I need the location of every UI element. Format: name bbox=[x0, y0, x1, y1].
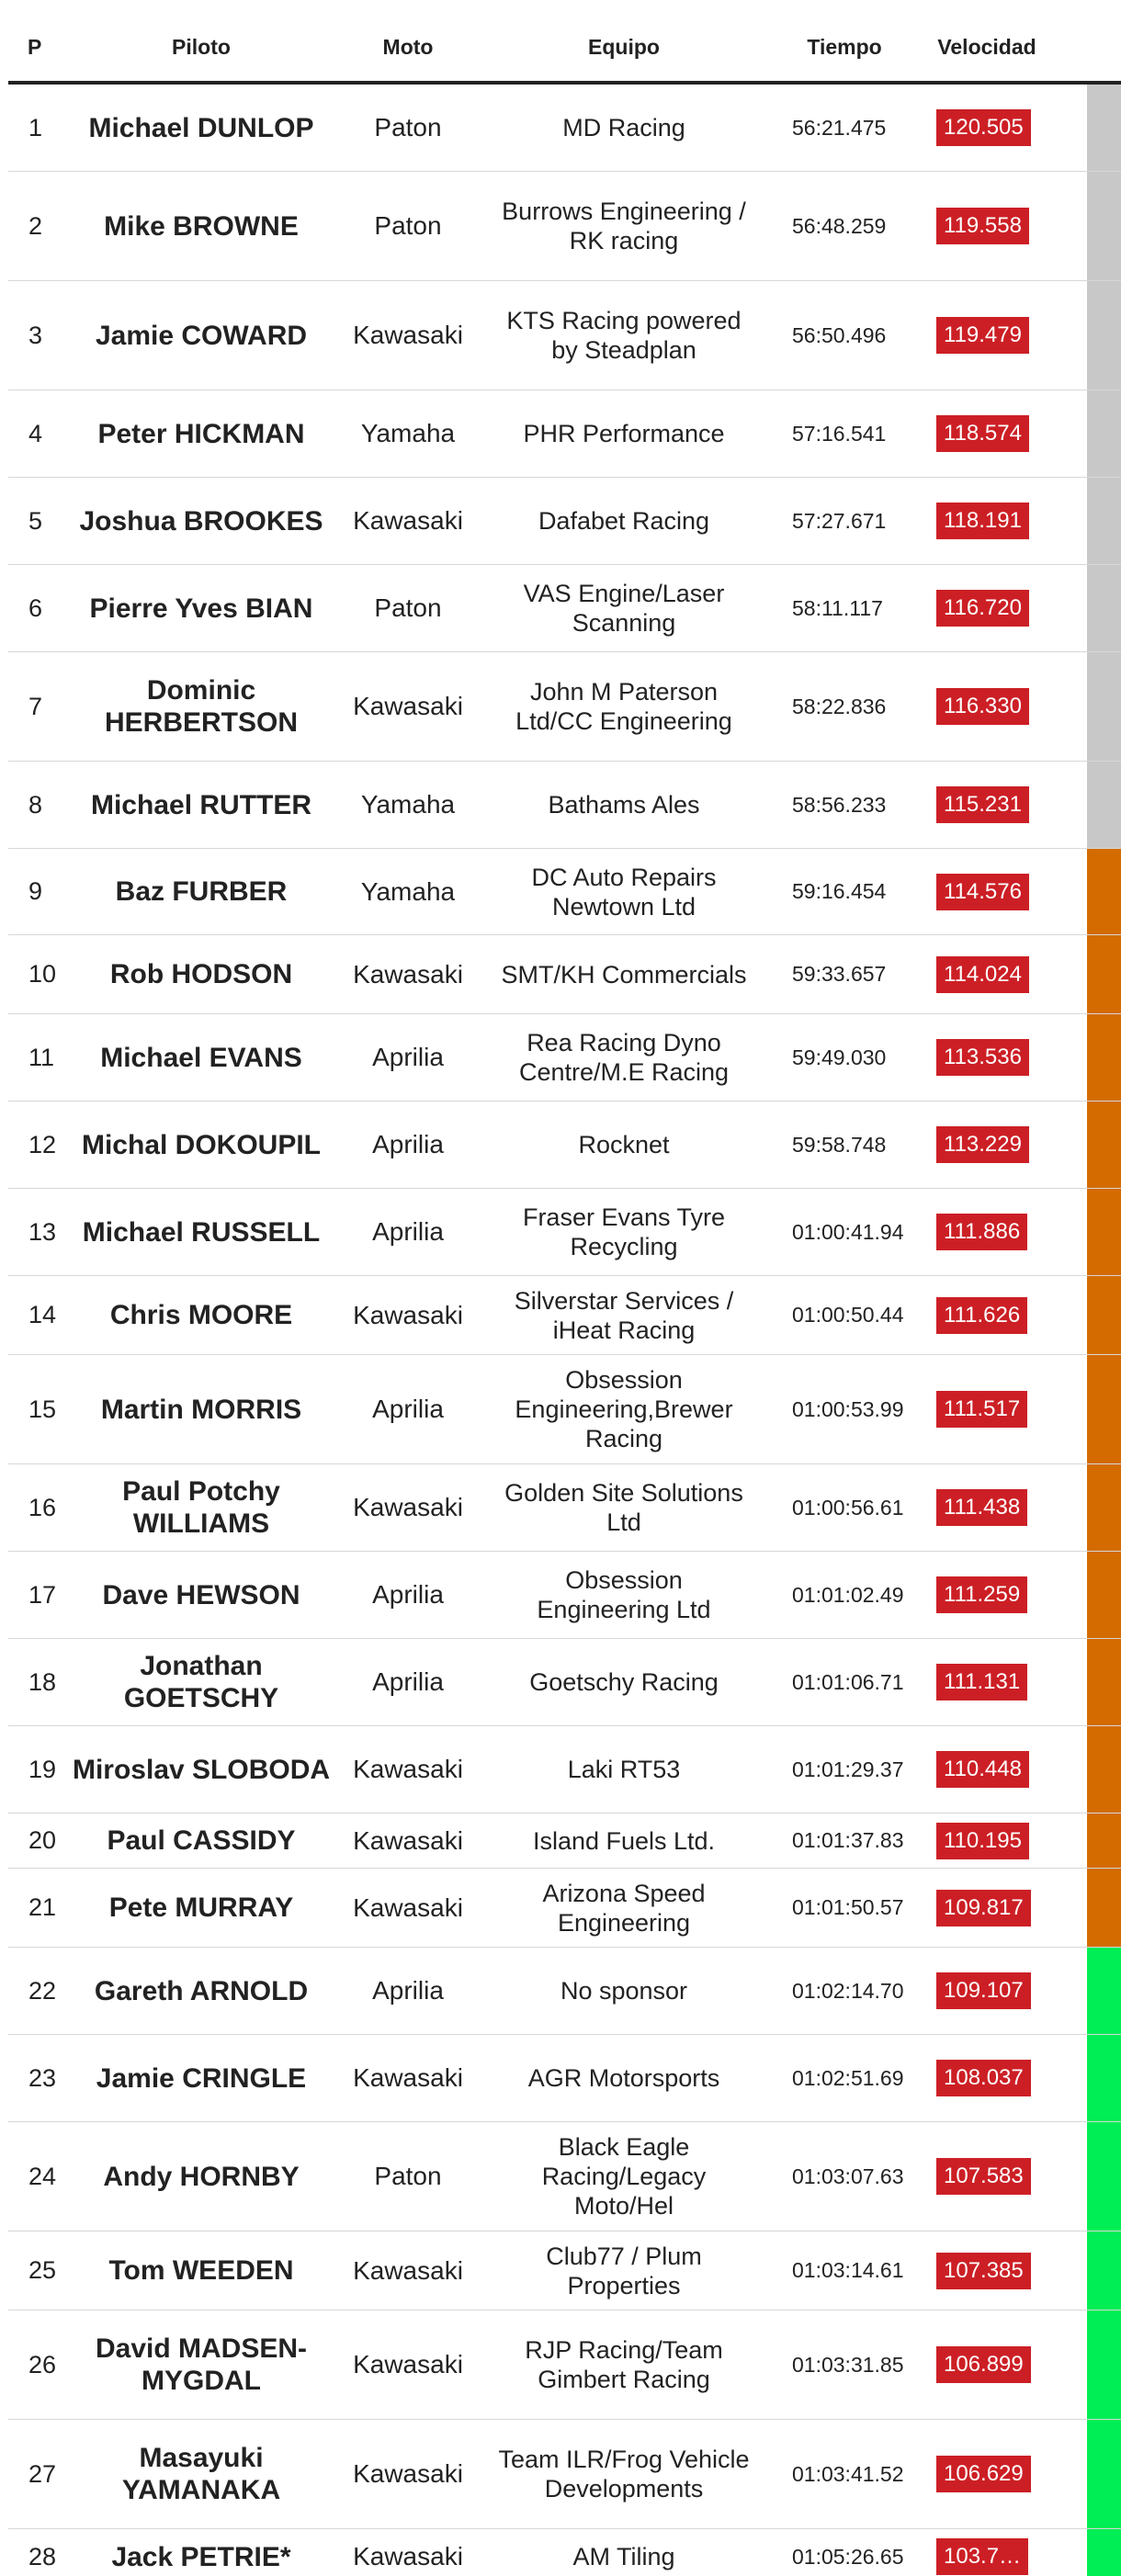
bike-make: Aprilia bbox=[372, 1130, 444, 1158]
row-gap bbox=[1056, 565, 1087, 651]
table-row[interactable] bbox=[8, 2231, 1121, 2310]
bike-make: Kawasaki bbox=[353, 959, 463, 989]
speed-badge: 118.574 bbox=[936, 415, 1029, 452]
rider-name: Paul Potchy WILLIAMS bbox=[122, 1476, 280, 1539]
speed-badge: 110.195 bbox=[936, 1823, 1029, 1859]
bike-make: Yamaha bbox=[360, 790, 456, 819]
speed-badge: 111.438 bbox=[936, 1489, 1027, 1526]
team-name: PHR Performance bbox=[523, 420, 725, 447]
speed-badge: 109.817 bbox=[936, 1890, 1031, 1926]
team-name: No sponsor bbox=[560, 1977, 688, 2005]
team-name: Bathams Ales bbox=[548, 791, 700, 819]
rider-name: Dave HEWSON bbox=[102, 1579, 300, 1610]
category-band bbox=[1087, 1464, 1121, 1551]
rider-name: Andy HORNBY bbox=[103, 2161, 300, 2192]
category-band bbox=[1087, 1355, 1121, 1463]
race-time: 57:16.541 bbox=[792, 421, 887, 446]
position-cell: 23 bbox=[28, 2063, 57, 2092]
category-band bbox=[1087, 1014, 1121, 1101]
rider-name: David MADSEN-MYGDAL bbox=[95, 2333, 308, 2396]
speed-cell bbox=[918, 1102, 1056, 1188]
row-gap bbox=[1056, 1189, 1087, 1275]
speed-cell bbox=[918, 762, 1056, 848]
rider-name: Jamie CRINGLE bbox=[96, 2062, 307, 2094]
position-cell: 18 bbox=[28, 1667, 57, 1696]
race-time: 58:56.233 bbox=[792, 792, 887, 817]
speed-badge: 106.629 bbox=[936, 2456, 1031, 2492]
table-row[interactable] bbox=[8, 1014, 1121, 1102]
results-table bbox=[8, 0, 1121, 2576]
race-time: 01:01:06.71 bbox=[792, 1669, 904, 1694]
speed-cell bbox=[918, 935, 1056, 1013]
speed-badge: 113.229 bbox=[936, 1126, 1029, 1163]
race-time: 59:58.748 bbox=[792, 1132, 887, 1157]
position-cell: 4 bbox=[28, 419, 43, 447]
speed-cell bbox=[918, 1189, 1056, 1275]
header-spacer bbox=[1087, 0, 1121, 81]
position-cell: 11 bbox=[28, 1043, 55, 1071]
team-name: Laki RT53 bbox=[567, 1756, 681, 1783]
table-row[interactable] bbox=[8, 2310, 1121, 2420]
bike-make: Kawasaki bbox=[353, 1892, 463, 1922]
row-gap bbox=[1056, 1726, 1087, 1813]
race-time: 59:49.030 bbox=[792, 1045, 887, 1069]
speed-badge: 116.720 bbox=[936, 590, 1029, 627]
speed-cell bbox=[918, 2122, 1056, 2231]
race-time: 01:03:07.63 bbox=[792, 2164, 904, 2188]
category-band bbox=[1087, 762, 1121, 848]
table-row[interactable] bbox=[8, 85, 1121, 172]
speed-badge: 114.576 bbox=[936, 874, 1029, 910]
speed-cell bbox=[918, 478, 1056, 564]
row-gap bbox=[1056, 652, 1087, 761]
table-row[interactable] bbox=[8, 2035, 1121, 2122]
header-bike: Moto bbox=[382, 34, 434, 59]
team-name: AM Tiling bbox=[572, 2543, 675, 2570]
table-row[interactable] bbox=[8, 1813, 1121, 1869]
race-time: 01:05:26.65 bbox=[792, 2544, 904, 2569]
rider-name: Michael EVANS bbox=[100, 1042, 302, 1073]
rider-name: Gareth ARNOLD bbox=[94, 1975, 309, 2006]
category-band bbox=[1087, 1102, 1121, 1188]
rider-name: Miroslav SLOBODA bbox=[72, 1754, 331, 1785]
row-gap bbox=[1056, 849, 1087, 934]
team-name: MD Racing bbox=[562, 114, 685, 141]
position-cell: 16 bbox=[28, 1493, 57, 1521]
position-cell: 1 bbox=[28, 113, 43, 141]
position-cell: 24 bbox=[28, 2162, 57, 2190]
speed-cell bbox=[918, 390, 1056, 477]
table-row[interactable] bbox=[8, 1464, 1121, 1552]
category-band bbox=[1087, 1552, 1121, 1638]
bike-make: Kawasaki bbox=[353, 2255, 463, 2285]
speed-cell bbox=[918, 2529, 1056, 2576]
table-row[interactable] bbox=[8, 2529, 1121, 2576]
rider-name: Joshua BROOKES bbox=[79, 505, 323, 537]
bike-make: Kawasaki bbox=[353, 2063, 463, 2092]
category-band bbox=[1087, 390, 1121, 477]
bike-make: Aprilia bbox=[372, 1667, 444, 1696]
bike-make: Aprilia bbox=[372, 1580, 444, 1609]
position-cell: 15 bbox=[28, 1395, 57, 1423]
row-gap bbox=[1056, 1552, 1087, 1638]
speed-cell bbox=[918, 2231, 1056, 2310]
team-name: Arizona Speed Engineering bbox=[542, 1879, 706, 1937]
speed-badge: 103.7… bbox=[936, 2538, 1028, 2575]
position-cell: 20 bbox=[28, 1826, 57, 1854]
speed-cell bbox=[918, 281, 1056, 390]
category-band bbox=[1087, 935, 1121, 1013]
row-gap bbox=[1056, 935, 1087, 1013]
team-name: Goetschy Racing bbox=[529, 1668, 719, 1696]
team-name: Rocknet bbox=[578, 1131, 670, 1158]
table-row[interactable] bbox=[8, 1726, 1121, 1813]
speed-badge: 119.558 bbox=[936, 208, 1029, 244]
row-gap bbox=[1056, 2122, 1087, 2231]
row-gap bbox=[1056, 85, 1087, 171]
race-time: 01:00:41.94 bbox=[792, 1219, 904, 1244]
bike-make: Kawasaki bbox=[353, 1825, 463, 1855]
speed-cell bbox=[918, 1464, 1056, 1551]
category-band bbox=[1087, 849, 1121, 934]
rider-name: Tom WEEDEN bbox=[108, 2255, 294, 2286]
rider-name: Michael RUTTER bbox=[90, 789, 312, 820]
bike-make: Kawasaki bbox=[353, 321, 463, 349]
position-cell: 25 bbox=[28, 2256, 57, 2284]
position-cell: 17 bbox=[28, 1580, 57, 1609]
speed-cell bbox=[918, 1355, 1056, 1463]
race-time: 58:11.117 bbox=[792, 595, 883, 620]
table-row[interactable] bbox=[8, 935, 1121, 1014]
race-time: 01:00:50.44 bbox=[792, 1303, 904, 1327]
speed-cell bbox=[918, 849, 1056, 934]
race-time: 56:21.475 bbox=[792, 115, 887, 140]
row-gap bbox=[1056, 1869, 1087, 1947]
category-band bbox=[1087, 2529, 1121, 2576]
row-gap bbox=[1056, 2529, 1087, 2576]
category-band bbox=[1087, 2122, 1121, 2231]
category-band bbox=[1087, 281, 1121, 390]
team-name: Obsession Engineering,Brewer Racing bbox=[515, 1366, 733, 1452]
team-name: Obsession Engineering Ltd bbox=[537, 1566, 711, 1623]
rider-name: Mike BROWNE bbox=[104, 210, 299, 242]
position-cell: 14 bbox=[28, 1301, 57, 1328]
speed-cell bbox=[918, 2035, 1056, 2121]
position-cell: 9 bbox=[28, 877, 43, 905]
speed-cell bbox=[918, 1726, 1056, 1813]
team-name: Fraser Evans Tyre Recycling bbox=[522, 1203, 726, 1260]
race-time: 01:03:31.85 bbox=[792, 2352, 904, 2377]
rider-name: Rob HODSON bbox=[109, 959, 293, 989]
rider-name: Pierre Yves BIAN bbox=[89, 593, 313, 624]
team-name: VAS Engine/Laser Scanning bbox=[523, 580, 725, 637]
race-time: 01:00:56.61 bbox=[792, 1495, 904, 1520]
bike-make: Aprilia bbox=[372, 1217, 444, 1246]
row-gap bbox=[1056, 2231, 1087, 2310]
speed-badge: 111.131 bbox=[936, 1664, 1027, 1700]
row-gap bbox=[1056, 1948, 1087, 2034]
position-cell: 26 bbox=[28, 2350, 57, 2378]
row-gap bbox=[1056, 281, 1087, 390]
category-band bbox=[1087, 478, 1121, 564]
rider-name: Jack PETRIE* bbox=[111, 2541, 291, 2572]
table-row[interactable] bbox=[8, 1552, 1121, 1639]
category-band bbox=[1087, 172, 1121, 280]
speed-cell bbox=[918, 2420, 1056, 2528]
table-row[interactable] bbox=[8, 652, 1121, 762]
team-name: DC Auto Repairs Newtown Ltd bbox=[531, 863, 717, 921]
header-rider: Piloto bbox=[172, 34, 231, 59]
category-band bbox=[1087, 2035, 1121, 2121]
speed-cell bbox=[918, 1869, 1056, 1947]
row-gap bbox=[1056, 2035, 1087, 2121]
team-name: Dafabet Racing bbox=[538, 507, 710, 535]
rider-name: Martin MORRIS bbox=[100, 1394, 302, 1425]
category-band bbox=[1087, 1948, 1121, 2034]
race-time: 58:22.836 bbox=[792, 694, 887, 718]
category-band bbox=[1087, 1813, 1121, 1868]
table-row[interactable] bbox=[8, 1948, 1121, 2035]
speed-cell bbox=[918, 2310, 1056, 2419]
speed-cell bbox=[918, 85, 1056, 171]
row-gap bbox=[1056, 478, 1087, 564]
table-row[interactable] bbox=[8, 2122, 1121, 2231]
rider-name: Dominic HERBERTSON bbox=[104, 675, 298, 738]
speed-badge: 109.107 bbox=[936, 1972, 1031, 2009]
speed-cell bbox=[918, 1552, 1056, 1638]
position-cell: 28 bbox=[28, 2542, 57, 2570]
position-cell: 7 bbox=[28, 692, 43, 720]
row-gap bbox=[1056, 172, 1087, 280]
team-name: AGR Motorsports bbox=[527, 2064, 720, 2092]
table-row[interactable] bbox=[8, 1639, 1121, 1726]
rider-name: Michael RUSSELL bbox=[82, 1216, 321, 1248]
position-cell: 21 bbox=[28, 1893, 57, 1921]
category-band bbox=[1087, 1189, 1121, 1275]
race-time: 01:03:41.52 bbox=[792, 2461, 904, 2486]
table-row[interactable] bbox=[8, 565, 1121, 652]
speed-cell bbox=[918, 1014, 1056, 1101]
race-time: 01:01:37.83 bbox=[792, 1828, 904, 1852]
speed-badge: 119.479 bbox=[936, 317, 1029, 354]
category-band bbox=[1087, 85, 1121, 171]
speed-badge: 107.583 bbox=[936, 2158, 1031, 2195]
speed-cell bbox=[918, 172, 1056, 280]
speed-badge: 108.037 bbox=[936, 2060, 1031, 2096]
race-time: 59:33.657 bbox=[792, 962, 887, 986]
speed-cell bbox=[918, 1948, 1056, 2034]
race-time: 01:02:51.69 bbox=[792, 2065, 904, 2090]
position-cell: 22 bbox=[28, 1976, 57, 2005]
position-cell: 2 bbox=[28, 211, 43, 240]
team-name: John M Paterson Ltd/CC Engineering bbox=[515, 678, 732, 735]
category-band bbox=[1087, 1869, 1121, 1947]
race-time: 01:03:14.61 bbox=[792, 2258, 904, 2282]
header-time: Tiempo bbox=[807, 34, 882, 59]
category-band bbox=[1087, 1276, 1121, 1354]
row-gap bbox=[1056, 1276, 1087, 1354]
table-row[interactable] bbox=[8, 2420, 1121, 2529]
position-cell: 8 bbox=[28, 790, 43, 819]
rider-name: Michal DOKOUPIL bbox=[81, 1129, 322, 1160]
race-time: 01:01:50.57 bbox=[792, 1895, 904, 1919]
bike-make: Kawasaki bbox=[353, 2459, 463, 2488]
bike-make: Aprilia bbox=[372, 1043, 444, 1071]
table-row[interactable] bbox=[8, 281, 1121, 390]
category-band bbox=[1087, 2310, 1121, 2419]
team-name: Golden Site Solutions Ltd bbox=[504, 1479, 743, 1536]
speed-cell bbox=[918, 1813, 1056, 1868]
team-name: SMT/KH Commercials bbox=[501, 960, 747, 989]
table-row[interactable] bbox=[8, 1189, 1121, 1276]
row-gap bbox=[1056, 762, 1087, 848]
table-row[interactable] bbox=[8, 1355, 1121, 1464]
bike-make: Aprilia bbox=[372, 1976, 444, 2005]
rider-name: Jonathan GOETSCHY bbox=[123, 1651, 279, 1713]
race-time: 56:48.259 bbox=[792, 213, 887, 238]
speed-badge: 116.330 bbox=[936, 688, 1029, 725]
header-spacer bbox=[1056, 0, 1087, 81]
bike-make: Kawasaki bbox=[353, 692, 463, 720]
table-row[interactable] bbox=[8, 172, 1121, 281]
row-gap bbox=[1056, 1464, 1087, 1551]
row-gap bbox=[1056, 1639, 1087, 1725]
bike-make: Paton bbox=[374, 211, 442, 240]
speed-cell bbox=[918, 1276, 1056, 1354]
bike-make: Kawasaki bbox=[353, 506, 463, 535]
speed-badge: 118.191 bbox=[936, 503, 1029, 539]
table-body bbox=[8, 85, 1121, 2576]
speed-badge: 113.536 bbox=[936, 1039, 1029, 1076]
speed-badge: 114.024 bbox=[936, 956, 1029, 993]
team-name: Black Eagle Racing/Legacy Moto/Hel bbox=[541, 2133, 707, 2220]
position-cell: 6 bbox=[28, 593, 43, 622]
category-band bbox=[1087, 1726, 1121, 1813]
table-row[interactable] bbox=[8, 849, 1121, 935]
speed-badge: 111.517 bbox=[936, 1391, 1027, 1428]
speed-badge: 111.259 bbox=[936, 1576, 1027, 1613]
team-name: Silverstar Services / iHeat Racing bbox=[514, 1286, 734, 1344]
position-cell: 5 bbox=[28, 506, 43, 535]
speed-badge: 115.231 bbox=[936, 786, 1029, 823]
position-cell: 27 bbox=[28, 2459, 57, 2488]
bike-make: Yamaha bbox=[360, 419, 456, 447]
team-name: Island Fuels Ltd. bbox=[532, 1826, 716, 1855]
team-name: Burrows Engineering / RK racing bbox=[502, 198, 746, 254]
team-name: KTS Racing powered by Steadplan bbox=[506, 307, 742, 364]
rider-name: Baz FURBER bbox=[115, 876, 288, 907]
table-row[interactable] bbox=[8, 1276, 1121, 1355]
rider-name: Pete MURRAY bbox=[108, 1892, 294, 1923]
table-row[interactable] bbox=[8, 390, 1121, 478]
category-band bbox=[1087, 652, 1121, 761]
rider-name: Peter HICKMAN bbox=[97, 418, 305, 449]
speed-cell bbox=[918, 565, 1056, 651]
speed-badge: 110.448 bbox=[936, 1751, 1029, 1788]
position-cell: 12 bbox=[28, 1130, 57, 1158]
speed-badge: 107.385 bbox=[936, 2253, 1031, 2289]
team-name: Rea Racing Dyno Centre/M.E Racing bbox=[518, 1029, 730, 1086]
speed-badge: 106.899 bbox=[936, 2346, 1031, 2383]
bike-make: Paton bbox=[374, 113, 442, 141]
bike-make: Kawasaki bbox=[353, 1493, 463, 1521]
table-row[interactable] bbox=[8, 478, 1121, 565]
bike-make: Yamaha bbox=[360, 876, 456, 906]
table-row[interactable] bbox=[8, 762, 1121, 849]
race-time: 01:00:53.99 bbox=[792, 1396, 904, 1421]
row-gap bbox=[1056, 2420, 1087, 2528]
row-gap bbox=[1056, 1102, 1087, 1188]
row-gap bbox=[1056, 1355, 1087, 1463]
row-gap bbox=[1056, 1813, 1087, 1868]
row-gap bbox=[1056, 2310, 1087, 2419]
rider-name: Michael DUNLOP bbox=[88, 112, 314, 143]
category-band bbox=[1087, 2420, 1121, 2528]
speed-badge: 111.886 bbox=[936, 1214, 1027, 1250]
race-time: 59:16.454 bbox=[792, 879, 887, 903]
rider-name: Masayuki YAMANAKA bbox=[121, 2443, 281, 2505]
race-time: 56:50.496 bbox=[792, 322, 887, 347]
position-cell: 3 bbox=[28, 321, 43, 349]
position-cell: 19 bbox=[28, 1755, 57, 1783]
bike-make: Aprilia bbox=[372, 1395, 444, 1423]
category-band bbox=[1087, 2231, 1121, 2310]
header-position: P bbox=[28, 34, 42, 59]
position-cell: 10 bbox=[28, 960, 57, 988]
bike-make: Paton bbox=[374, 593, 442, 622]
header-speed: Velocidad bbox=[937, 34, 1036, 59]
category-band bbox=[1087, 1639, 1121, 1725]
row-gap bbox=[1056, 1014, 1087, 1101]
bike-make: Kawasaki bbox=[353, 2542, 463, 2570]
rider-name: Chris MOORE bbox=[109, 1300, 293, 1330]
team-name: Club77 / Plum Properties bbox=[546, 2242, 702, 2299]
table-row[interactable] bbox=[8, 1869, 1121, 1948]
rider-name: Paul CASSIDY bbox=[107, 1825, 296, 1856]
table-header bbox=[8, 0, 1121, 85]
category-band bbox=[1087, 565, 1121, 651]
rider-name: Jamie COWARD bbox=[95, 320, 308, 351]
table-row[interactable] bbox=[8, 1102, 1121, 1189]
race-time: 01:01:02.49 bbox=[792, 1582, 904, 1607]
team-name: RJP Racing/Team Gimbert Racing bbox=[525, 2336, 723, 2393]
bike-make: Kawasaki bbox=[353, 1300, 463, 1329]
bike-make: Kawasaki bbox=[353, 1755, 463, 1783]
speed-badge: 111.626 bbox=[936, 1297, 1027, 1334]
team-name: Team ILR/Frog Vehicle Developments bbox=[498, 2446, 750, 2503]
speed-badge: 120.505 bbox=[936, 109, 1031, 146]
speed-cell bbox=[918, 652, 1056, 761]
race-time: 01:01:29.37 bbox=[792, 1757, 904, 1781]
row-gap bbox=[1056, 390, 1087, 477]
bike-make: Kawasaki bbox=[353, 2350, 463, 2378]
speed-cell bbox=[918, 1639, 1056, 1725]
race-time: 57:27.671 bbox=[792, 508, 887, 533]
race-time: 01:02:14.70 bbox=[792, 1978, 904, 2003]
position-cell: 13 bbox=[28, 1217, 57, 1246]
header-team: Equipo bbox=[588, 34, 660, 59]
bike-make: Paton bbox=[374, 2162, 442, 2190]
